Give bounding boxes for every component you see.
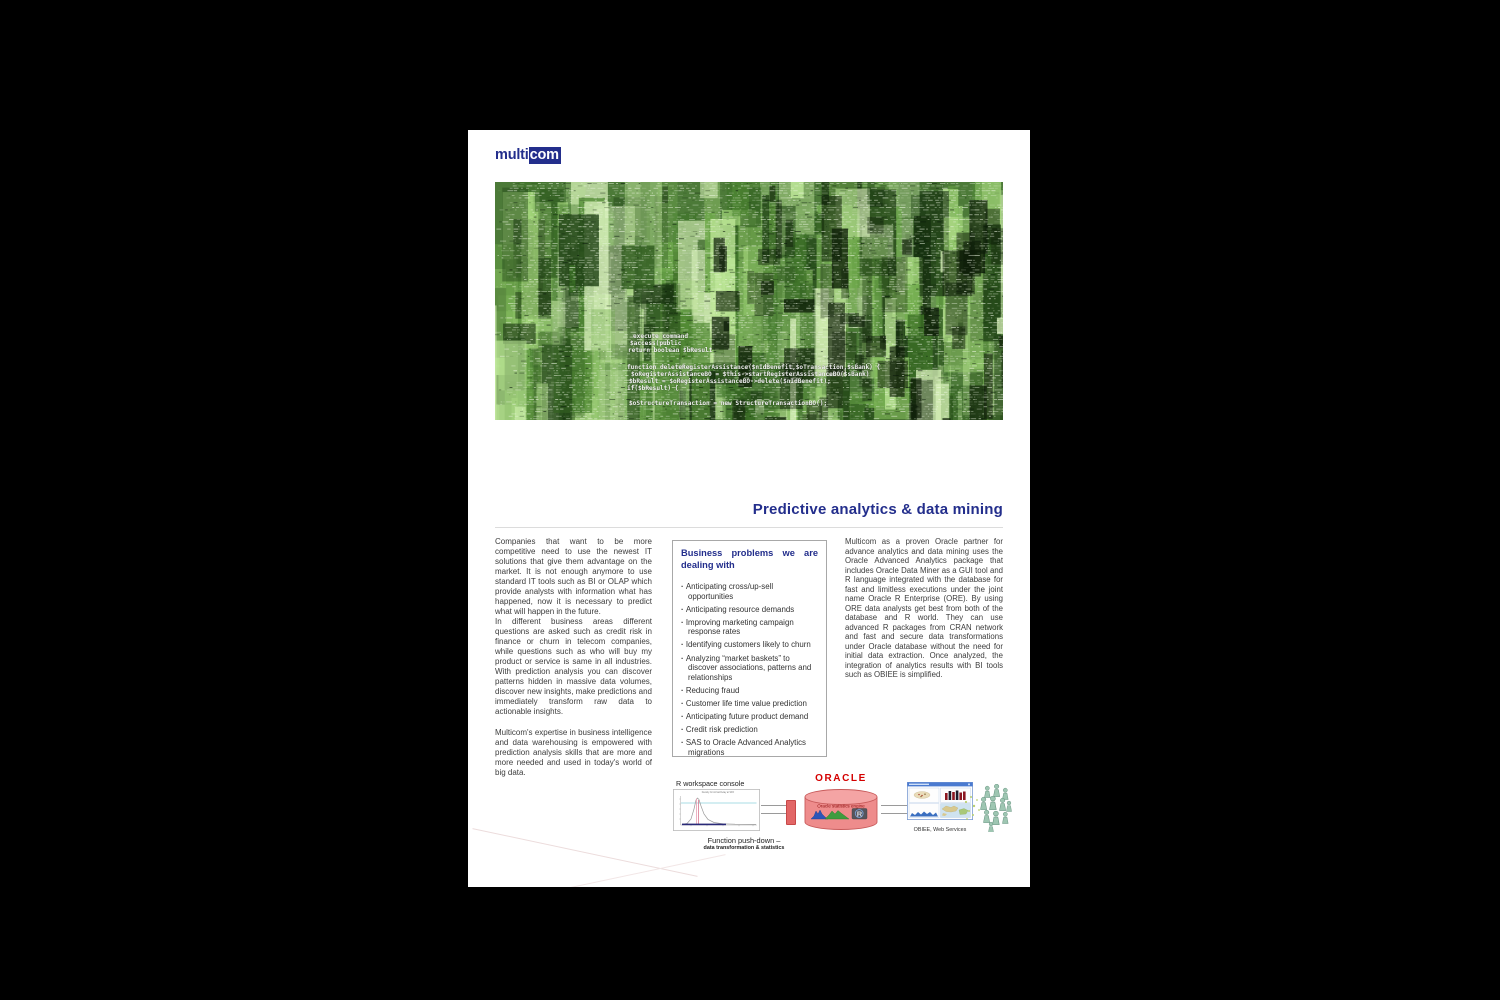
logo-text-multi: multi — [495, 147, 529, 163]
pushdown-sublabel: data transformation & statistics — [703, 845, 785, 851]
r-language-badge — [852, 809, 867, 820]
r-workspace-console-label: R workspace console — [676, 779, 745, 788]
matrix-code-hero-image — [495, 182, 1003, 420]
engine-label: Oracle statistics engine — [817, 803, 865, 809]
problem-item: · Credit risk prediction — [681, 725, 818, 735]
oracle-paragraph: Multicom as a proven Oracle partner for advance analytics and data mining uses the Oracle Advanced Analytics package that includes Oracle Data Miner as a GUI tool and R language integrated with the database for fast and limitless executions under the joint name Oracle R Enterprise (ORE). By using ORE data analysts get best from both of the database and R world. They can use advanced R packages from CRAN network and fast and secure data transformations under Oracle database without the need for initial data extraction. Once analyzed, the integration of analytics results with BI tools such as OBIEE is simplified. — [845, 537, 1003, 679]
problems-box-heading: Business problems we are dealing with — [681, 548, 818, 570]
page-title: Predictive analytics & data mining — [752, 501, 1003, 518]
title-divider — [495, 527, 1003, 528]
pushdown-pipe-marker — [786, 800, 796, 825]
oracle-statistics-engine-cylinder — [802, 787, 880, 832]
logo-text-com: com — [529, 147, 559, 163]
problems-list — [681, 582, 818, 757]
oracle-column — [845, 537, 1003, 680]
problem-item: · Customer life time value prediction — [681, 699, 818, 709]
obiee-label: OBIEE, Web Services — [913, 827, 967, 833]
pushdown-label: Function push-down – — [707, 836, 781, 845]
problem-item: · Anticipating resource demands — [681, 605, 818, 615]
code-line: $access(public — [630, 340, 682, 347]
business-problems-box — [672, 540, 827, 757]
rug-bar — [682, 824, 726, 826]
r-plot-title: Density for Arrival Delay at SFO — [701, 792, 735, 795]
problem-item: · Identifying customers likely to churn — [681, 640, 818, 650]
multicom-logo — [495, 147, 561, 163]
code-line: if($bResult) { — [627, 385, 679, 392]
code-line: $oRegisterAssistanceBO = $this->startRegisterAssistanceBO($sBank) — [631, 371, 870, 378]
oracle-logo: ORACLE — [815, 773, 867, 784]
problem-item: · Analyzing “market baskets” to discover associations, patterns and relationships — [681, 654, 818, 683]
problem-item: · Anticipating future product demand — [681, 712, 818, 722]
code-line: execute command — [633, 333, 689, 340]
code-line: $oStructureTransaction = new StructureTransactionBO(); — [629, 400, 828, 407]
connector-line — [761, 813, 788, 814]
intro-paragraph-1: Companies that want to be more competitive need to use the newest IT solutions that give them advantage on the market. It is not enough anymore to use standard IT tools such as BI or OLAP which provide analysts with information what has happened, now it is necessary to predict what will happen in the future. — [495, 537, 652, 616]
intro-paragraph-3: Multicom's expertise in business intelligence and data warehousing is empowered with prediction analysis skills that are more and more needed and used in today's world of big data. — [495, 728, 652, 777]
connector-line — [881, 813, 908, 814]
svg-text:R: R — [856, 809, 863, 819]
intro-column — [495, 537, 652, 778]
problem-item: · Anticipating cross/up-sell opportunities — [681, 582, 818, 601]
connector-line — [761, 805, 788, 806]
code-line: $bResult = $oRegisterAssistanceBO->delete($nIdBenefit); — [629, 378, 831, 385]
panel-trend — [909, 804, 939, 818]
intro-paragraph-2: In different business areas different questions are asked such as credit risk in finance or churn in telecom companies, while questions such as who will buy my product or service is same in all industries. With prediction analysis you can discover patterns hidden in massive data volumes, discover new insights, make predictions and immediately transform raw data to actionable insights. — [495, 617, 652, 716]
problem-item: · SAS to Oracle Advanced Analytics migrations — [681, 738, 818, 757]
code-line: return boolean $bResult — [628, 347, 713, 354]
code-line: function deleteRegisterAssistance($nIdBenefit,$oTransaction,$sBank) { — [627, 364, 881, 371]
brochure-page — [468, 130, 1030, 887]
problem-item: · Improving marketing campaign response rates — [681, 618, 818, 637]
connector-line — [881, 805, 908, 806]
panel-scatter — [909, 788, 939, 803]
decor-line — [472, 828, 697, 877]
users-cluster-icon — [960, 784, 1012, 832]
r-density-plot — [673, 789, 760, 831]
problem-item: · Reducing fraud — [681, 686, 818, 696]
hero-code-overlay — [625, 333, 880, 407]
